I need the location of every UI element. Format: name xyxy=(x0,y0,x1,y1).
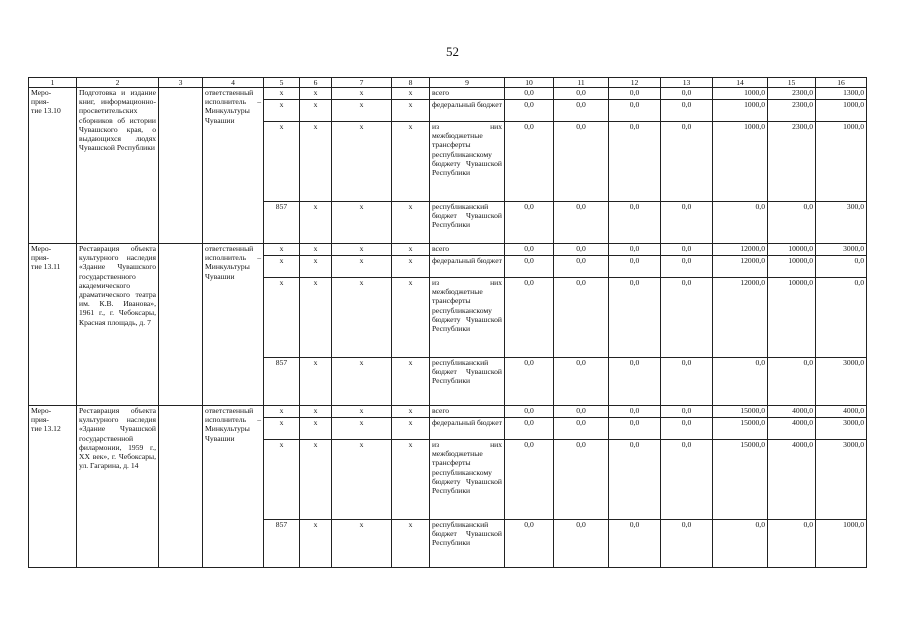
budget-code-c6: х xyxy=(300,256,332,278)
amount-cell: 0,0 xyxy=(505,406,554,418)
measure-id: Меро- прия- тие 13.10 xyxy=(29,88,77,244)
funding-source: республиканский бюджет Чувашской Республики xyxy=(430,358,505,406)
budget-code-c6: х xyxy=(300,418,332,440)
budget-code-c8: х xyxy=(392,256,430,278)
budget-code-c5: х xyxy=(264,244,300,256)
amount-cell: 0,0 xyxy=(609,202,661,244)
budget-code-c6: х xyxy=(300,122,332,202)
amount-cell: 0,0 xyxy=(768,358,816,406)
budget-code-c7: х xyxy=(332,256,392,278)
measure-name: Реставрация объекта культурного наследия «Здание Чувашского государственного академического драматического театра им. К.В. Иванова», 1961 г., г. Чебоксары, Красная площадь, д. 7 xyxy=(77,244,159,406)
budget-code-c7: х xyxy=(332,358,392,406)
budget-code-c8: х xyxy=(392,100,430,122)
budget-code-c8: х xyxy=(392,358,430,406)
amount-cell: 0,0 xyxy=(609,418,661,440)
table-row xyxy=(29,244,867,256)
amount-cell: 0,0 xyxy=(505,520,554,568)
budget-code-c7: х xyxy=(332,122,392,202)
funding-source: из них межбюджетные трансферты республиканскому бюджету Чувашской Республики xyxy=(430,440,505,520)
page-number: 52 xyxy=(446,44,459,59)
amount-cell: 0,0 xyxy=(661,406,713,418)
column-number: 5 xyxy=(264,78,300,88)
amount-cell: 0,0 xyxy=(816,278,867,358)
amount-cell: 0,0 xyxy=(609,256,661,278)
budget-code-c6: х xyxy=(300,520,332,568)
amount-cell: 0,0 xyxy=(554,358,609,406)
table-row xyxy=(29,88,867,100)
amount-cell: 0,0 xyxy=(554,100,609,122)
column-number-row xyxy=(29,78,867,88)
budget-code-c8: х xyxy=(392,440,430,520)
amount-cell: 1000,0 xyxy=(713,88,768,100)
amount-cell: 1000,0 xyxy=(713,100,768,122)
measure-name: Подготовка и издание книг, информационно-просветительских сборников об истории Чувашского края, о выдающихся людях Чувашской Республики xyxy=(77,88,159,244)
amount-cell: 0,0 xyxy=(505,202,554,244)
amount-cell: 12000,0 xyxy=(713,256,768,278)
amount-cell: 1000,0 xyxy=(816,100,867,122)
amount-cell: 15000,0 xyxy=(713,440,768,520)
measure-id: Меро- прия- тие 13.12 xyxy=(29,406,77,568)
amount-cell: 0,0 xyxy=(554,418,609,440)
table-row xyxy=(29,406,867,418)
amount-cell: 0,0 xyxy=(505,88,554,100)
funding-source: всего xyxy=(430,406,505,418)
amount-cell: 300,0 xyxy=(816,202,867,244)
budget-code-c8: х xyxy=(392,406,430,418)
funding-source: федеральный бюджет xyxy=(430,418,505,440)
amount-cell: 0,0 xyxy=(505,244,554,256)
amount-cell: 0,0 xyxy=(554,122,609,202)
amount-cell: 12000,0 xyxy=(713,244,768,256)
funding-source: всего xyxy=(430,244,505,256)
amount-cell: 0,0 xyxy=(661,358,713,406)
amount-cell: 0,0 xyxy=(661,88,713,100)
amount-cell: 0,0 xyxy=(554,406,609,418)
executor: ответственный исполнитель – Минкультуры Чувашии xyxy=(203,88,264,244)
budget-code-c8: х xyxy=(392,202,430,244)
funding-source: республиканский бюджет Чувашской Республики xyxy=(430,520,505,568)
measure-name: Реставрация объекта культурного наследия «Здание Чувашской государственной филармонии, 1959 г., XX век», г. Чебоксары, ул. Гагарина, д. 14 xyxy=(77,406,159,568)
amount-cell: 0,0 xyxy=(609,122,661,202)
amount-cell: 2300,0 xyxy=(768,100,816,122)
budget-code-c5: х xyxy=(264,406,300,418)
executor: ответственный исполнитель – Минкультуры Чувашии xyxy=(203,244,264,406)
amount-cell: 4000,0 xyxy=(768,418,816,440)
budget-code-c5: 857 xyxy=(264,202,300,244)
column-number: 8 xyxy=(392,78,430,88)
amount-cell: 12000,0 xyxy=(713,278,768,358)
amount-cell: 0,0 xyxy=(661,440,713,520)
budget-code-c5: 857 xyxy=(264,358,300,406)
budget-code-c5: х xyxy=(264,122,300,202)
amount-cell: 1000,0 xyxy=(816,122,867,202)
executor: ответственный исполнитель – Минкультуры Чувашии xyxy=(203,406,264,568)
amount-cell: 4000,0 xyxy=(768,406,816,418)
funding-source: федеральный бюджет xyxy=(430,100,505,122)
budget-code-c5: 857 xyxy=(264,520,300,568)
amount-cell: 1000,0 xyxy=(713,122,768,202)
budget-code-c7: х xyxy=(332,418,392,440)
amount-cell: 0,0 xyxy=(661,100,713,122)
column-number: 15 xyxy=(768,78,816,88)
budget-code-c8: х xyxy=(392,244,430,256)
funding-source: из них межбюджетные трансферты республиканскому бюджету Чувашской Республики xyxy=(430,278,505,358)
funding-table xyxy=(28,77,867,568)
amount-cell: 0,0 xyxy=(661,278,713,358)
budget-code-c7: х xyxy=(332,406,392,418)
amount-cell: 10000,0 xyxy=(768,256,816,278)
budget-code-c7: х xyxy=(332,244,392,256)
funding-source: всего xyxy=(430,88,505,100)
amount-cell: 3000,0 xyxy=(816,418,867,440)
amount-cell: 0,0 xyxy=(713,202,768,244)
budget-code-c5: х xyxy=(264,100,300,122)
budget-code-c8: х xyxy=(392,418,430,440)
amount-cell: 3000,0 xyxy=(816,440,867,520)
amount-cell: 0,0 xyxy=(554,256,609,278)
amount-cell: 1300,0 xyxy=(816,88,867,100)
budget-code-c7: х xyxy=(332,520,392,568)
column-number: 12 xyxy=(609,78,661,88)
amount-cell: 0,0 xyxy=(505,100,554,122)
budget-code-c5: х xyxy=(264,256,300,278)
column-number: 7 xyxy=(332,78,392,88)
participant-cell xyxy=(159,88,203,244)
amount-cell: 2300,0 xyxy=(768,88,816,100)
column-number: 13 xyxy=(661,78,713,88)
amount-cell: 3000,0 xyxy=(816,244,867,256)
amount-cell: 0,0 xyxy=(713,520,768,568)
column-number: 16 xyxy=(816,78,867,88)
budget-code-c6: х xyxy=(300,278,332,358)
amount-cell: 2300,0 xyxy=(768,122,816,202)
amount-cell: 0,0 xyxy=(609,278,661,358)
column-number: 6 xyxy=(300,78,332,88)
column-number: 4 xyxy=(203,78,264,88)
column-number: 11 xyxy=(554,78,609,88)
amount-cell: 0,0 xyxy=(505,278,554,358)
budget-code-c6: х xyxy=(300,202,332,244)
amount-cell: 0,0 xyxy=(505,418,554,440)
budget-code-c5: х xyxy=(264,418,300,440)
funding-source: из них межбюджетные трансферты республиканскому бюджету Чувашской Республики xyxy=(430,122,505,202)
amount-cell: 0,0 xyxy=(609,520,661,568)
amount-cell: 0,0 xyxy=(609,358,661,406)
amount-cell: 15000,0 xyxy=(713,406,768,418)
amount-cell: 0,0 xyxy=(661,202,713,244)
column-number: 2 xyxy=(77,78,159,88)
amount-cell: 0,0 xyxy=(609,406,661,418)
column-number: 14 xyxy=(713,78,768,88)
budget-code-c6: х xyxy=(300,358,332,406)
amount-cell: 0,0 xyxy=(505,122,554,202)
amount-cell: 10000,0 xyxy=(768,278,816,358)
amount-cell: 4000,0 xyxy=(768,440,816,520)
amount-cell: 0,0 xyxy=(768,202,816,244)
amount-cell: 0,0 xyxy=(505,256,554,278)
amount-cell: 0,0 xyxy=(554,440,609,520)
amount-cell: 0,0 xyxy=(609,100,661,122)
amount-cell: 0,0 xyxy=(554,278,609,358)
amount-cell: 4000,0 xyxy=(816,406,867,418)
amount-cell: 1000,0 xyxy=(816,520,867,568)
amount-cell: 0,0 xyxy=(661,256,713,278)
amount-cell: 0,0 xyxy=(554,202,609,244)
budget-code-c8: х xyxy=(392,88,430,100)
amount-cell: 0,0 xyxy=(505,358,554,406)
amount-cell: 15000,0 xyxy=(713,418,768,440)
funding-source: федеральный бюджет xyxy=(430,256,505,278)
budget-code-c5: х xyxy=(264,278,300,358)
budget-code-c6: х xyxy=(300,88,332,100)
participant-cell xyxy=(159,244,203,406)
amount-cell: 10000,0 xyxy=(768,244,816,256)
budget-code-c7: х xyxy=(332,440,392,520)
amount-cell: 0,0 xyxy=(713,358,768,406)
column-number: 10 xyxy=(505,78,554,88)
amount-cell: 0,0 xyxy=(554,244,609,256)
budget-code-c7: х xyxy=(332,88,392,100)
amount-cell: 0,0 xyxy=(609,88,661,100)
budget-code-c7: х xyxy=(332,100,392,122)
amount-cell: 0,0 xyxy=(816,256,867,278)
measure-id: Меро- прия- тие 13.11 xyxy=(29,244,77,406)
amount-cell: 0,0 xyxy=(768,520,816,568)
budget-code-c6: х xyxy=(300,440,332,520)
budget-code-c5: х xyxy=(264,88,300,100)
column-number: 9 xyxy=(430,78,505,88)
participant-cell xyxy=(159,406,203,568)
amount-cell: 0,0 xyxy=(554,520,609,568)
budget-code-c8: х xyxy=(392,520,430,568)
funding-source: республиканский бюджет Чувашской Республики xyxy=(430,202,505,244)
budget-code-c7: х xyxy=(332,278,392,358)
amount-cell: 0,0 xyxy=(661,122,713,202)
budget-code-c5: х xyxy=(264,440,300,520)
amount-cell: 0,0 xyxy=(661,244,713,256)
budget-code-c6: х xyxy=(300,244,332,256)
budget-code-c6: х xyxy=(300,406,332,418)
amount-cell: 0,0 xyxy=(609,440,661,520)
budget-code-c7: х xyxy=(332,202,392,244)
amount-cell: 3000,0 xyxy=(816,358,867,406)
amount-cell: 0,0 xyxy=(661,418,713,440)
column-number: 3 xyxy=(159,78,203,88)
column-number: 1 xyxy=(29,78,77,88)
amount-cell: 0,0 xyxy=(505,440,554,520)
budget-code-c6: х xyxy=(300,100,332,122)
budget-code-c8: х xyxy=(392,122,430,202)
amount-cell: 0,0 xyxy=(554,88,609,100)
amount-cell: 0,0 xyxy=(661,520,713,568)
budget-code-c8: х xyxy=(392,278,430,358)
amount-cell: 0,0 xyxy=(609,244,661,256)
